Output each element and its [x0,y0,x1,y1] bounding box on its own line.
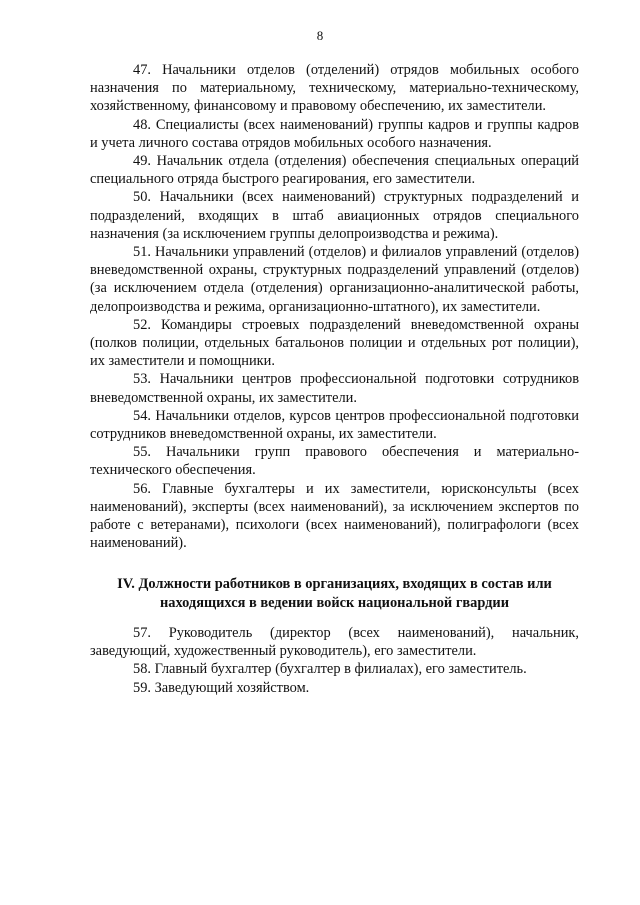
paragraph-51: 51. Начальники управлений (отделов) и филиалов управлений (отделов) вневедомственной охраны, структурных подразделений управлений (отделов) (за исключением отдела (отделения) организационно-аналитической работы, делопроизводства и режима, организационно-штатного), их заместители. [90,244,579,315]
paragraph-52: 52. Командиры строевых подразделений вневедомственной охраны (полков полиции, отдельных батальонов полиции и отдельных рот полиции), их заместители и помощники. [90,316,579,370]
paragraph-47: 47. Начальники отделов (отделений) отрядов мобильных особого назначения по материальному, техническому, материально-техническому, хозяйственному, финансовому и правовому обеспечению, их заместители. [90,62,579,115]
paragraph-58: 58. Главный бухгалтер (бухгалтер в филиалах), его заместитель. [133,661,527,678]
paragraph-48: 48. Специалисты (всех наименований) группы кадров и группы кадров и учета личного состава отрядов мобильных особого назначения. [90,116,579,151]
paragraph-55: 55. Начальники групп правового обеспечения и материально-технического обеспечения. [90,444,579,479]
paragraph-53: 53. Начальники центров профессиональной подготовки сотрудников вневедомственной охраны, их заместители. [90,371,579,406]
paragraph-49: 49. Начальник отдела (отделения) обеспечения специальных операций специального отряда быстрого реагирования, его заместители. [90,153,579,188]
paragraph-56: 56. Главные бухгалтеры и их заместители, юрисконсульты (всех наименований), эксперты (всех наименований), за исключением экспертов по работе с ветеранами), психологи (всех наименований), полиграфологи (всех наименований). [90,480,579,552]
paragraph-57: 57. Руководитель (директор (всех наименований), начальник, заведующий, художественный руководитель), его заместители. [90,624,579,660]
paragraph-54: 54. Начальники отделов, курсов центров профессиональной подготовки сотрудников вневедомственной охраны, их заместители. [90,407,579,443]
section-title: IV. Должности работников в организациях, входящих в состав или находящихся в ведении войск национальной гвардии [117,576,552,611]
page-number: 8 [316,28,324,43]
document-body [90,61,579,697]
paragraph-50: 50. Начальники (всех наименований) структурных подразделений и подразделений, входящих в штаб авиационных отрядов специального назначения (за исключением группы делопроизводства и режима). [90,189,579,242]
paragraph-59: 59. Заведующий хозяйством. [133,679,310,696]
